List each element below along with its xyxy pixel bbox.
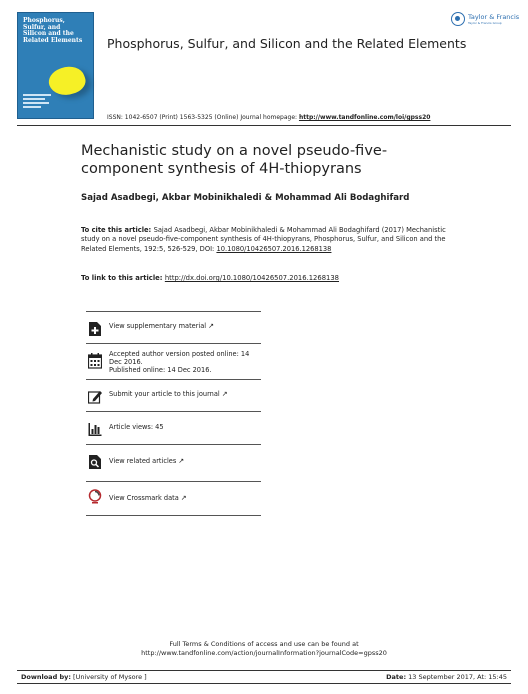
downloaded-by (21, 673, 147, 681)
document-plus-icon (88, 321, 102, 337)
citation-text: Sajad Asadbegi, Akbar Mobinikhaledi & Mohammad Ali Bodaghifard (2017) Mechanistic study on a novel pseudo-five-component synthesis of 4H-thiopyrans, Phosphorus, Sulfur, and Silicon and the Related Elements, 192:5, 526-529, DOI: (81, 226, 446, 253)
terms-footer (0, 640, 528, 658)
edit-icon (88, 389, 102, 405)
related-label: View related articles (109, 457, 177, 465)
crossmark-row[interactable] (86, 481, 261, 515)
supplementary-link[interactable] (109, 322, 259, 330)
download-date (386, 673, 507, 681)
article-link-line (81, 274, 339, 282)
article-actions-panel (86, 311, 261, 516)
link-label: To link to this article: (81, 274, 165, 282)
related-row[interactable] (86, 444, 261, 481)
external-link-icon: ↗ (178, 457, 185, 465)
download-info-bar (17, 670, 511, 684)
journal-title: Phosphorus, Sulfur, and Silicon and the Related Elements (107, 36, 467, 51)
external-link-icon: ↗ (208, 322, 215, 330)
terms-line: Full Terms & Conditions of access and use can be found at (169, 640, 359, 648)
panel-bottom-divider (86, 515, 261, 516)
publisher-name: Taylor & Francis (468, 13, 520, 21)
bar-chart-icon (88, 421, 102, 437)
downloaded-value: [University of Mysore ] (70, 673, 147, 681)
calendar-icon (88, 353, 102, 369)
article-views: Article views: 45 (109, 423, 164, 431)
submit-link[interactable] (109, 390, 259, 398)
publisher-logo[interactable] (451, 12, 521, 32)
publication-dates-row (86, 343, 261, 379)
accepted-date: Accepted author version posted online: 14 Dec 2016. (109, 350, 250, 366)
citation-doi-link[interactable]: 10.1080/10426507.2016.1268138 (216, 244, 332, 253)
journal-cover-image (17, 12, 94, 119)
crossmark-label: View Crossmark data (109, 494, 179, 502)
date-value: 13 September 2017, At: 15:45 (406, 673, 507, 681)
article-doi-link[interactable]: http://dx.doi.org/10.1080/10426507.2016.1268138 (164, 274, 340, 282)
crossmark-icon (88, 489, 102, 505)
external-link-icon: ↗ (180, 494, 187, 502)
publisher-logo-icon (451, 12, 465, 26)
issn-text: ISSN: 1042-6507 (Print) 1563-5325 (Online) Journal homepage: (107, 114, 299, 121)
related-articles-link[interactable] (109, 457, 259, 465)
article-title: Mechanistic study on a novel pseudo-five-component synthesis of 4H-thiopyrans (81, 143, 388, 177)
views-row (86, 411, 261, 444)
issn-line (107, 114, 430, 121)
external-link-icon: ↗ (221, 390, 228, 398)
terms-url[interactable]: http://www.tandfonline.com/action/journalInformation?journalCode=gpss20 (141, 649, 387, 657)
published-date: Published online: 14 Dec 2016. (109, 366, 212, 374)
citation-block (81, 226, 451, 254)
supplementary-row[interactable] (86, 311, 261, 343)
citation-label: To cite this article: (81, 226, 154, 234)
crossmark-link[interactable] (109, 494, 259, 502)
cover-title: Phosphorus, Sulfur, and Silicon and the Related Elements (23, 17, 83, 44)
search-document-icon (88, 454, 102, 470)
date-label: Date: (386, 673, 407, 681)
header-divider (17, 125, 511, 126)
cover-text-lines (23, 94, 53, 110)
publisher-tagline: Taylor & Francis Group (468, 21, 502, 25)
publication-dates (109, 350, 259, 374)
submit-row[interactable] (86, 379, 261, 411)
submit-label: Submit your article to this journal (109, 390, 220, 398)
supplementary-label: View supplementary material (109, 322, 207, 330)
journal-homepage-link[interactable]: http://www.tandfonline.com/loi/gpss20 (298, 114, 431, 121)
article-authors: Sajad Asadbegi, Akbar Mobinikhaledi & Mohammad Ali Bodaghifard (81, 193, 410, 203)
downloaded-label: Download by: (21, 673, 71, 681)
